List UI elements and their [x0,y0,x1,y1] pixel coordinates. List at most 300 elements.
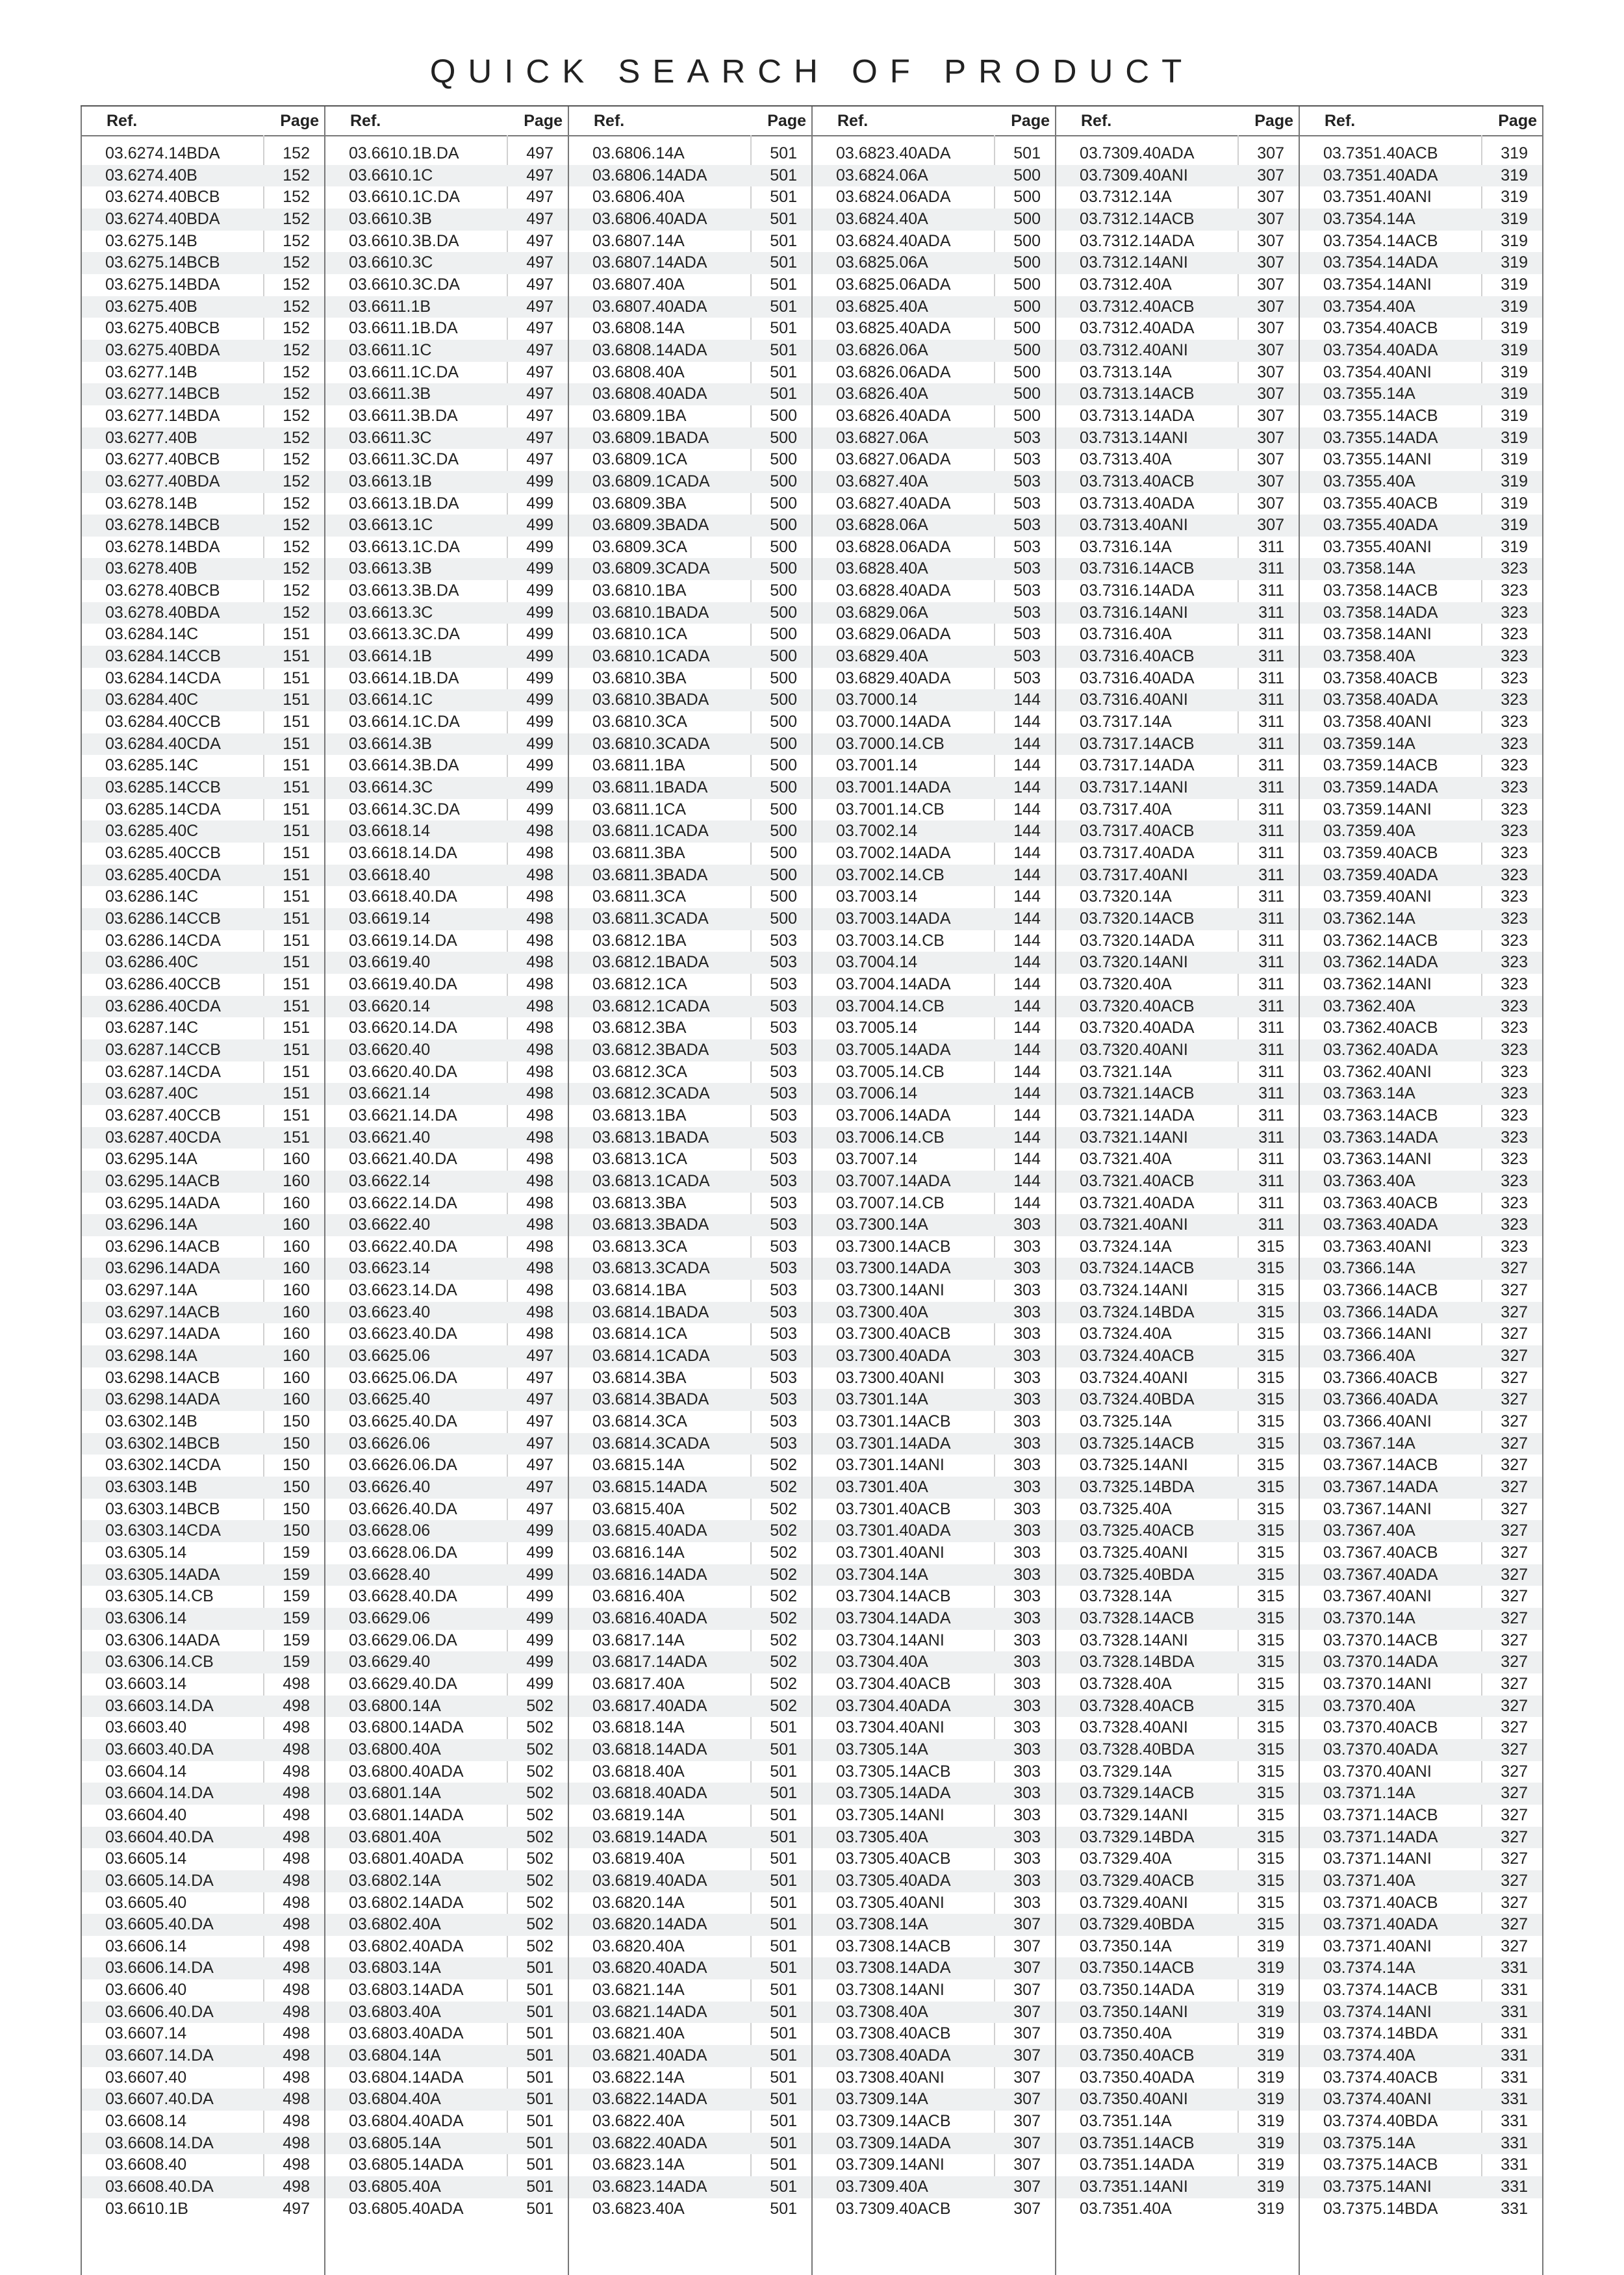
product-ref: 03.6801.14ADA [349,1805,464,1824]
index-row [1300,2002,1542,2024]
index-row [1056,209,1299,231]
product-ref: 03.6626.40 [349,1478,431,1497]
page-number: 303 [1013,1303,1041,1321]
page-number: 315 [1257,1762,1284,1781]
index-row [813,1957,1055,1979]
product-ref: 03.7362.14ANI [1323,974,1432,993]
page-number: 497 [526,166,553,184]
page-number: 497 [526,209,553,228]
product-ref: 03.7370.40ADA [1323,1740,1438,1759]
index-row [1056,405,1299,427]
index-row [325,1542,568,1564]
page-number: 307 [1013,1915,1041,1934]
index-row [325,755,568,777]
product-ref: 03.6800.14ADA [349,1718,464,1737]
page-number: 331 [1501,2199,1528,2218]
index-row [569,318,811,340]
product-ref: 03.7300.40A [836,1303,928,1321]
product-ref: 03.6813.1BADA [592,1128,709,1147]
page-number: 144 [1013,691,1041,709]
index-row [325,515,568,537]
product-ref: 03.6801.40ADA [349,1849,464,1868]
page-number: 501 [770,209,797,228]
index-row [813,1367,1055,1390]
page-number: 307 [1013,2024,1041,2043]
index-column-2 [324,107,568,2275]
page-number: 152 [283,559,310,578]
page-number: 315 [1257,1871,1284,1890]
page-number: 497 [526,428,553,447]
index-row [1056,1783,1299,1805]
index-row [82,515,324,537]
product-ref: 03.6297.14ADA [105,1325,220,1343]
page-number: 151 [283,1040,310,1059]
product-ref: 03.7351.40ADA [1323,166,1438,184]
product-ref: 03.6804.40ADA [349,2112,464,2131]
index-row [325,1717,568,1739]
index-row [569,362,811,384]
page-number: 311 [1258,1128,1284,1147]
index-row [813,1542,1055,1564]
page-number: 160 [283,1368,310,1387]
index-row [813,1345,1055,1367]
product-ref: 03.7371.14ANI [1323,1849,1432,1868]
product-ref: 03.6817.40A [592,1674,685,1693]
product-ref: 03.7312.14ACB [1080,209,1195,228]
page-number: 152 [283,450,310,469]
product-ref: 03.6614.3C [349,778,433,797]
page-number: 497 [526,1478,553,1497]
index-row [813,908,1055,930]
page-number: 303 [1013,1325,1041,1343]
product-ref: 03.7305.40ANI [836,1893,945,1912]
page-number: 307 [1013,2002,1041,2021]
index-row [813,1936,1055,1958]
index-row [1056,493,1299,515]
index-row [1300,515,1542,537]
product-ref: 03.6622.14.DA [349,1193,457,1212]
product-ref: 03.6802.40ADA [349,1937,464,1955]
product-ref: 03.6805.14ADA [349,2155,464,2174]
index-row [325,580,568,602]
product-ref: 03.6812.1BADA [592,953,709,972]
page-number: 319 [1501,188,1528,207]
index-row [1056,2023,1299,2045]
page-number: 144 [1013,953,1041,972]
product-ref: 03.6813.3CADA [592,1259,710,1278]
index-row [569,209,811,231]
page-number: 499 [526,516,553,535]
page-number: 500 [770,887,797,906]
page-number: 315 [1257,1347,1284,1366]
index-column-1 [81,107,324,2275]
index-row [1056,1411,1299,1433]
index-row [1056,1455,1299,1477]
page-number: 160 [283,1171,310,1190]
index-row [82,471,324,493]
index-row [325,843,568,865]
page-number: 327 [1501,1478,1528,1497]
product-ref: 03.6277.14BCB [105,385,220,403]
page-number: 319 [1257,2024,1284,2043]
page-number: 150 [283,1478,310,1497]
product-ref: 03.6287.40C [105,1084,199,1103]
index-row [569,1520,811,1542]
index-row [1056,1870,1299,1892]
index-row [569,186,811,209]
product-ref: 03.7301.14ANI [836,1456,945,1475]
index-row [569,865,811,887]
page-number: 500 [770,450,797,469]
product-ref: 03.6619.40.DA [349,974,457,993]
page-number: 501 [770,319,797,338]
product-ref: 03.6829.06A [836,603,928,622]
product-ref: 03.6824.06A [836,166,928,184]
product-ref: 03.6286.40CDA [105,997,221,1015]
page-number: 323 [1501,1019,1528,1037]
product-ref: 03.6284.40CDA [105,734,221,753]
index-row [325,668,568,690]
product-ref: 03.6826.06ADA [836,362,951,381]
page-header: Page [280,112,319,130]
product-ref: 03.7300.14ACB [836,1237,951,1256]
page-number: 500 [770,537,797,556]
page-number: 323 [1501,1215,1528,1234]
page-number: 319 [1257,2068,1284,2087]
page-number: 144 [1013,1019,1041,1037]
page-number: 303 [1013,1259,1041,1278]
index-row [813,1630,1055,1652]
product-ref: 03.6814.1CA [592,1325,687,1343]
page-number: 501 [770,2112,797,2131]
page-number: 319 [1257,1981,1284,2000]
product-ref: 03.6827.40A [836,472,928,490]
index-row [1056,1848,1299,1870]
page-number: 502 [526,1762,553,1781]
index-row [569,1083,811,1105]
product-ref: 03.7363.14ANI [1323,1150,1432,1169]
product-ref: 03.6619.14 [349,909,431,928]
product-ref: 03.7350.14ACB [1080,1959,1195,1977]
page-number: 319 [1257,2155,1284,2174]
product-ref: 03.6306.14ADA [105,1631,220,1649]
page-number: 307 [1257,297,1284,316]
product-ref: 03.7362.40ACB [1323,1019,1438,1037]
page-number: 303 [1013,1827,1041,1846]
product-ref: 03.6278.14BDA [105,537,220,556]
page-number: 307 [1257,209,1284,228]
index-row [82,1258,324,1280]
index-row [813,646,1055,668]
index-row [82,1520,324,1542]
page-number: 151 [283,844,310,862]
index-row [82,1739,324,1761]
page-number: 327 [1501,1608,1528,1627]
product-ref: 03.7320.14A [1080,887,1172,906]
page-number: 159 [283,1608,310,1627]
index-row [325,2045,568,2067]
index-row [82,1323,324,1345]
page-number: 497 [526,144,553,162]
product-ref: 03.6613.1B.DA [349,494,459,513]
index-rows [569,143,811,2220]
page-number: 160 [283,1259,310,1278]
page-number: 498 [283,2046,310,2065]
product-ref: 03.6810.3CA [592,713,687,731]
page-number: 311 [1258,778,1284,797]
product-ref: 03.6297.14A [105,1281,197,1300]
page-number: 499 [526,756,553,775]
product-ref: 03.6613.1B [349,472,432,490]
index-row [813,755,1055,777]
product-ref: 03.6284.14CDA [105,668,221,687]
index-row [325,1979,568,2002]
column-header [325,107,568,136]
product-ref: 03.6610.3B.DA [349,231,459,250]
index-row [569,1761,811,1783]
page-number: 303 [1013,1281,1041,1300]
page-number: 498 [283,2133,310,2152]
column-header [813,107,1055,136]
product-ref: 03.7300.40ANI [836,1368,945,1387]
page-number: 307 [1257,144,1284,162]
product-ref: 03.7325.14A [1080,1412,1172,1431]
index-row [325,1892,568,1914]
index-row [813,2111,1055,2133]
index-row [325,1280,568,1302]
page-number: 323 [1501,887,1528,906]
index-row [1300,820,1542,843]
index-row [569,2154,811,2176]
index-row [1056,2067,1299,2089]
index-row [813,1696,1055,1718]
product-ref: 03.6811.1BADA [592,778,708,797]
index-row [1300,493,1542,515]
page-number: 497 [283,2199,310,2218]
page-number: 498 [526,887,553,906]
index-row [325,1739,568,1761]
index-row [1300,974,1542,996]
page-number: 498 [526,1106,553,1125]
product-ref: 03.6277.14B [105,362,197,381]
product-ref: 03.6628.06 [349,1521,431,1540]
page-number: 327 [1501,1325,1528,1343]
product-ref: 03.7321.40ANI [1080,1215,1188,1234]
page-number: 500 [770,713,797,731]
index-row [82,449,324,471]
page-number: 144 [1013,974,1041,993]
product-ref: 03.6626.06 [349,1434,431,1453]
product-ref: 03.7374.14A [1323,1959,1415,1977]
index-row [1300,1783,1542,1805]
product-ref: 03.7359.40ANI [1323,887,1432,906]
product-ref: 03.7312.40ADA [1080,319,1195,338]
page-number: 144 [1013,713,1041,731]
product-ref: 03.6604.40 [105,1805,187,1824]
page-number: 150 [283,1499,310,1518]
index-row [569,1477,811,1499]
page-number: 498 [283,2178,310,2196]
product-ref: 03.6287.14C [105,1019,199,1037]
index-row [569,1739,811,1761]
index-row [82,1979,324,2002]
index-row [325,689,568,711]
index-row [1056,930,1299,952]
product-ref: 03.6626.40.DA [349,1499,457,1518]
page-number: 498 [283,2024,310,2043]
product-ref: 03.6820.14A [592,1893,685,1912]
product-ref: 03.6614.1B.DA [349,668,459,687]
index-row [569,711,811,733]
index-row [1300,2133,1542,2155]
product-ref: 03.6277.14BDA [105,406,220,425]
page-number: 303 [1013,1478,1041,1497]
index-row [82,1651,324,1673]
index-row [1056,1061,1299,1084]
product-ref: 03.6803.14A [349,1959,441,1977]
page-number: 501 [526,2068,553,2087]
index-row [82,1696,324,1718]
product-ref: 03.7001.14ADA [836,778,951,797]
page-number: 144 [1013,1062,1041,1081]
product-ref: 03.6619.40 [349,953,431,972]
page-number: 503 [1013,428,1041,447]
product-ref: 03.6303.14CDA [105,1521,221,1540]
page-number: 331 [1501,1981,1528,2000]
index-row [325,1761,568,1783]
index-row [82,930,324,952]
product-ref: 03.7355.40A [1323,472,1415,490]
index-row [1300,558,1542,580]
product-ref: 03.6305.14 [105,1544,187,1562]
index-row [1056,711,1299,733]
index-rows [1056,143,1299,2220]
page-header: Page [1254,112,1293,130]
product-ref: 03.6610.1B.DA [349,144,459,162]
index-row [569,733,811,756]
index-row [1056,1127,1299,1149]
product-ref: 03.7354.40ANI [1323,362,1432,381]
index-row [1056,624,1299,646]
page-number: 498 [526,1237,553,1256]
product-ref: 03.6625.06 [349,1347,431,1366]
product-ref: 03.7367.40A [1323,1521,1415,1540]
index-row [325,537,568,559]
index-row [1056,755,1299,777]
index-row [325,1214,568,1236]
product-ref: 03.7309.40A [836,2178,928,2196]
index-row [569,143,811,165]
product-ref: 03.7325.14ANI [1080,1456,1188,1475]
product-ref: 03.7313.40ADA [1080,494,1195,513]
column-header [569,107,811,136]
index-row [82,646,324,668]
page-number: 160 [283,1150,310,1169]
page-number: 319 [1501,253,1528,272]
page-number: 503 [770,1150,797,1169]
product-ref: 03.7374.14ANI [1323,2002,1432,2021]
index-row [1300,1345,1542,1367]
index-row [82,602,324,624]
page-number: 502 [526,1937,553,1955]
page-number: 498 [283,1762,310,1781]
page-number: 498 [283,1827,310,1846]
product-ref: 03.6821.14A [592,1981,685,2000]
index-row [82,2089,324,2111]
product-ref: 03.7002.14ADA [836,844,951,862]
product-ref: 03.6296.14A [105,1215,197,1234]
index-row [325,886,568,908]
page-number: 159 [283,1544,310,1562]
product-ref: 03.6809.1CA [592,450,687,469]
index-row [569,1805,811,1827]
page-number: 144 [1013,887,1041,906]
index-row [82,362,324,384]
index-row [82,1105,324,1127]
product-ref: 03.6285.40C [105,822,199,841]
page-number: 501 [770,2199,797,2218]
ref-header: Ref. [107,112,138,130]
product-ref: 03.6274.40BCB [105,188,220,207]
index-row [569,952,811,974]
page-number: 323 [1501,953,1528,972]
product-ref: 03.6805.14A [349,2133,441,2152]
index-row [569,340,811,362]
product-ref: 03.6811.1BA [592,756,685,775]
index-row [1056,1345,1299,1367]
product-ref: 03.7324.40ANI [1080,1368,1188,1387]
index-row [569,1696,811,1718]
page-number: 500 [770,516,797,535]
product-ref: 03.6808.40ADA [592,385,707,403]
page-number: 327 [1501,1434,1528,1453]
page-number: 307 [1013,2155,1041,2174]
page-number: 311 [1258,1019,1284,1037]
page-number: 323 [1501,778,1528,797]
product-ref: 03.6815.40A [592,1499,685,1518]
page-number: 502 [770,1544,797,1562]
index-row [325,1783,568,1805]
page-number: 501 [770,166,797,184]
index-row [569,1827,811,1849]
product-ref: 03.7328.40A [1080,1674,1172,1693]
page-number: 323 [1501,581,1528,600]
product-ref: 03.7371.40ADA [1323,1915,1438,1934]
page-number: 501 [526,2178,553,2196]
page-number: 501 [526,2133,553,2152]
index-row [569,1171,811,1193]
page-number: 144 [1013,1040,1041,1059]
product-ref: 03.6818.14ADA [592,1740,707,1759]
product-ref: 03.6298.14ACB [105,1368,220,1387]
index-row [1300,996,1542,1018]
page-number: 503 [1013,668,1041,687]
index-row [569,1039,811,1061]
product-ref: 03.6818.40ADA [592,1784,707,1803]
page-number: 315 [1257,1412,1284,1431]
page-number: 311 [1258,581,1284,600]
product-ref: 03.7358.14ADA [1323,603,1438,622]
index-row [813,449,1055,471]
page-number: 500 [770,778,797,797]
page-number: 327 [1501,1893,1528,1912]
page-number: 331 [1501,2002,1528,2021]
page-number: 501 [770,1827,797,1846]
product-ref: 03.6611.1C.DA [349,362,459,381]
index-row [82,537,324,559]
product-ref: 03.7367.40ANI [1323,1587,1432,1606]
product-ref: 03.7304.14ANI [836,1631,945,1649]
